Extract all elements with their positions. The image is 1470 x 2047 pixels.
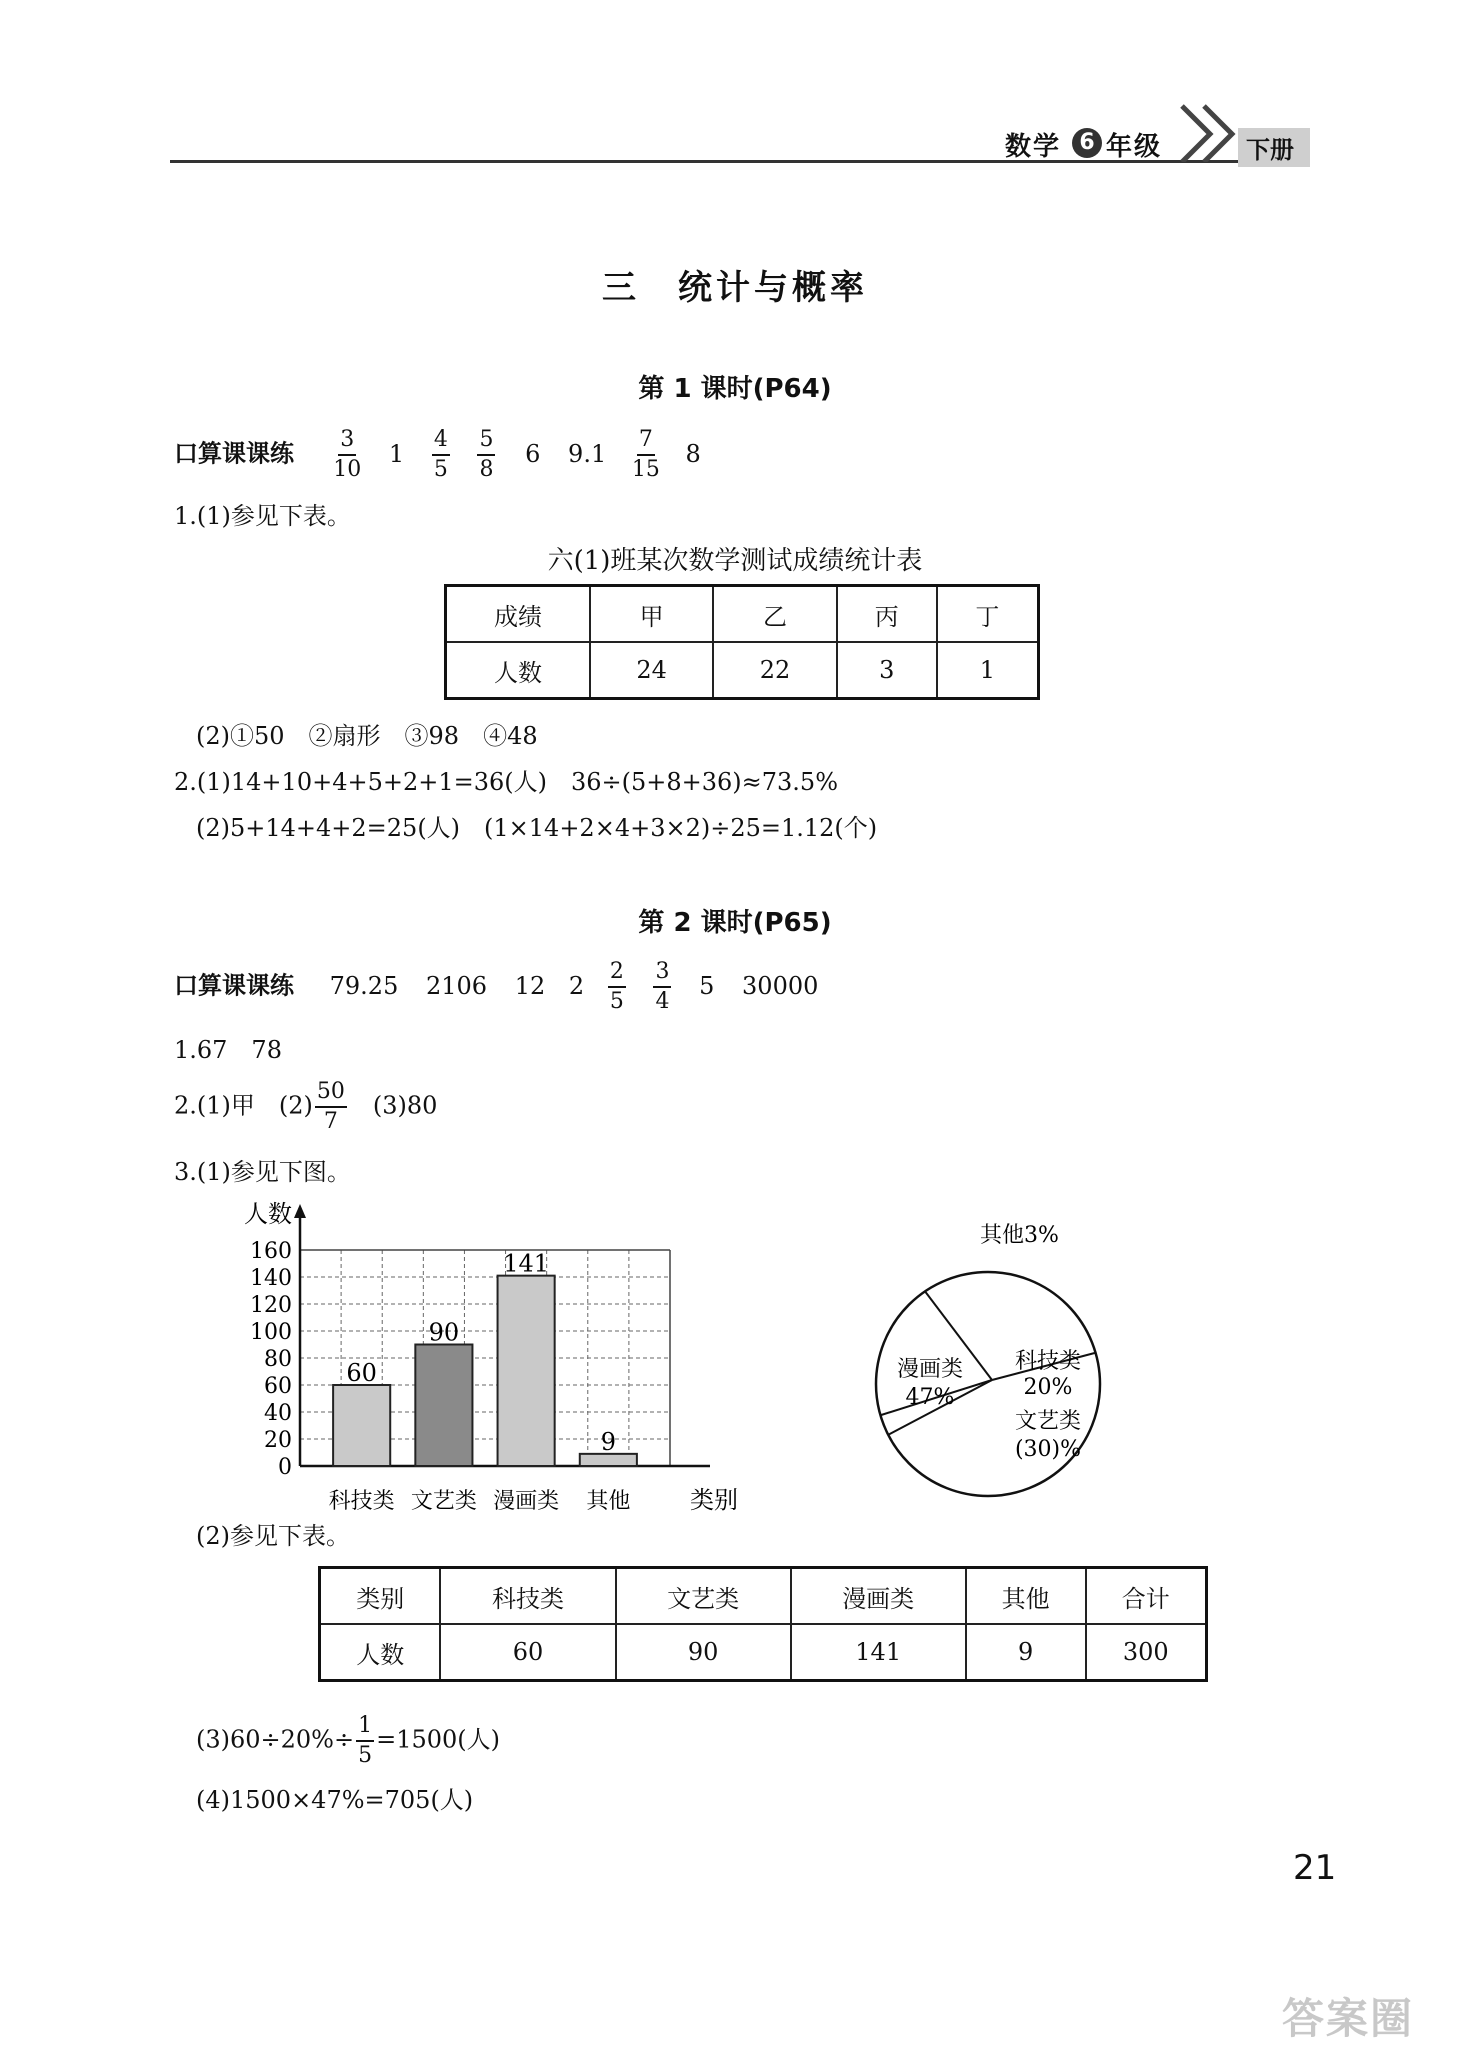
oral-value: 2 [568,971,585,1000]
header-grade: 年级 [1106,132,1163,162]
fraction: $\frac{5}{8}$ [479,427,494,482]
y-axis-label: 人数 [244,1200,292,1228]
y-tick-label: 0 [278,1455,292,1480]
fraction: $\frac{3}{10}$ [333,427,362,482]
q3-3-text: (3)60÷20%÷ [196,1725,355,1754]
x-tick-label: 漫画类 [493,1489,560,1514]
table-cell: 1 [937,642,1039,699]
y-tick-label: 100 [250,1320,292,1345]
l2-q2 [174,1078,437,1136]
y-tick-label: 40 [264,1401,292,1426]
oral-label: 口算课课练 [174,439,294,468]
y-tick-label: 80 [264,1347,292,1372]
table-cell: 漫画类 [791,1568,966,1625]
oral-value: 12 [514,971,546,1000]
q2-text: 2.(1)甲 (2) [174,1091,313,1120]
bar [333,1385,390,1466]
x-tick-label: 科技类 [328,1489,395,1514]
table-cell: 9 [966,1624,1086,1681]
table-cell: 141 [791,1624,966,1681]
l2-q3-4: (4)1500×47%=705(人) [196,1786,474,1814]
q2-2: (2)5+14+4+2=25(人) (1×14+2×4+3×2)÷25=1.12(个) [196,814,878,842]
y-axis-arrow-icon [294,1204,306,1218]
table-cell: 乙 [713,586,836,643]
table-cell: 22 [713,642,836,699]
pie-chart [872,1200,1104,1510]
bar-value-label: 90 [428,1318,460,1347]
pie-slice-pct: 47% [905,1385,955,1410]
x-tick-label: 其他 [586,1489,631,1514]
oral-label: 口算课课练 [174,971,294,1000]
y-tick-label: 20 [264,1428,292,1453]
table-cell: 类别 [320,1568,441,1625]
q1-2: (2)①50 ②扇形 ③98 ④48 [196,722,538,750]
table-cell: 丁 [937,586,1039,643]
table-cell: 3 [837,642,937,699]
x-tick-label: 文艺类 [410,1489,477,1514]
pie-slice-label: 漫画类 [896,1357,964,1382]
oral-value: 79.25 [329,971,399,1000]
y-tick-label: 140 [250,1266,292,1291]
table-cell: 60 [440,1624,615,1681]
watermark: 答案圈 [1282,1994,1415,2043]
x-axis-label: 类别 [690,1486,738,1514]
table-cell: 合计 [1086,1568,1207,1625]
oral-value: 8 [685,439,701,468]
table-cell: 300 [1086,1624,1207,1681]
fraction: $\frac{3}{4}$ [655,959,670,1014]
oral-value: 30000 [742,971,819,1000]
pie-slice-pct: (30)% [1014,1437,1082,1462]
l2-q3-2: (2)参见下表。 [196,1522,350,1550]
l2-q3-3 [196,1712,500,1770]
bar-value-label: 60 [346,1359,377,1387]
fraction: $\frac{2}{5}$ [609,959,624,1014]
pie-slice-label: 其他3% [980,1223,1059,1248]
pie-slice-label: 文艺类 [1014,1409,1082,1434]
category-table [318,1566,1208,1682]
table-row [320,1624,1207,1681]
lesson2-title: 第 2 课时(P65) [638,908,832,938]
lesson2-oral-line [174,958,828,1016]
table-cell: 24 [590,642,713,699]
table-cell: 甲 [590,586,713,643]
l2-q1: 1.67 78 [174,1036,282,1064]
oral-value: 9.1 [568,439,607,468]
q2-1: 2.(1)14+10+4+5+2+1=36(人) 36÷(5+8+36)≈73.5% [174,768,838,796]
fraction: $\frac{7}{15}$ [631,427,660,482]
bar [498,1276,555,1466]
table-cell: 文艺类 [616,1568,791,1625]
y-tick-label: 160 [250,1239,292,1264]
oral-value: 2106 [426,971,488,1000]
table-cell: 丙 [837,586,937,643]
bar-value-label: 9 [600,1427,616,1456]
table-row [446,642,1039,699]
table-row [320,1568,1207,1625]
header-volume: 下册 [1238,128,1310,167]
table-cell: 科技类 [440,1568,615,1625]
table-cell: 人数 [320,1624,441,1681]
oral-value: 5 [699,971,715,1000]
table-cell: 其他 [966,1568,1086,1625]
q2-text: (3)80 [348,1091,438,1120]
page-number: 21 [1293,1848,1337,1888]
bar-value-label: 141 [503,1249,550,1278]
table-cell: 人数 [446,642,591,699]
q1-1: 1.(1)参见下表。 [174,502,351,530]
table-cell: 90 [616,1624,791,1681]
pie-slice-label: 科技类 [1014,1349,1082,1374]
fraction: $\frac{50}{7}$ [316,1079,345,1134]
fraction: $\frac{1}{5}$ [358,1713,373,1768]
oral-value: 1 [388,439,405,468]
lesson1-oral-line [174,426,709,484]
l2-q3-1: 3.(1)参见下图。 [174,1158,351,1186]
header-subject: 数学 [1005,132,1062,162]
table-row [446,586,1039,643]
q3-3-text: =1500(人) [376,1725,501,1754]
chapter-title: 三 统计与概率 [602,268,868,308]
pie-slice-pct: 20% [1023,1375,1073,1400]
table-cell: 成绩 [446,586,591,643]
score-table [444,584,1040,700]
lesson1-title: 第 1 课时(P64) [638,374,832,404]
oral-value: 6 [525,439,541,468]
fraction: $\frac{4}{5}$ [433,427,448,482]
header-grade-circle: 6 [1072,128,1102,158]
table1-caption: 六(1)班某次数学测试成绩统计表 [547,546,923,576]
bar [415,1345,472,1467]
bar-chart [240,1196,760,1516]
y-tick-label: 120 [250,1293,292,1318]
y-tick-label: 60 [264,1374,292,1399]
